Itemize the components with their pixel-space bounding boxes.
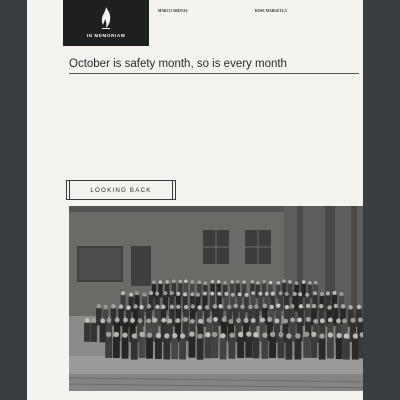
flame-icon: [99, 6, 113, 30]
memoriam-name: ROSE MARGETLA: [255, 9, 287, 13]
magazine-page: [27, 0, 363, 400]
looking-back-label-box: [69, 180, 173, 200]
memoriam-entry: [158, 9, 250, 13]
in-memoriam-banner: [63, 0, 149, 46]
in-memoriam-label: IN MEMORIAM: [86, 33, 126, 38]
memoriam-name: MARCO ARENAS: [158, 9, 188, 13]
article-column-right: [231, 77, 359, 78]
headline-divider: [69, 73, 359, 74]
group-photo-image: [69, 206, 363, 391]
article-headline: October is safety month, so is every month: [69, 58, 287, 70]
historical-group-photo: [69, 206, 363, 391]
looking-back-label: LOOKING BACK: [90, 187, 152, 194]
memoriam-entry: [255, 9, 347, 13]
article-column-left: [69, 77, 211, 78]
